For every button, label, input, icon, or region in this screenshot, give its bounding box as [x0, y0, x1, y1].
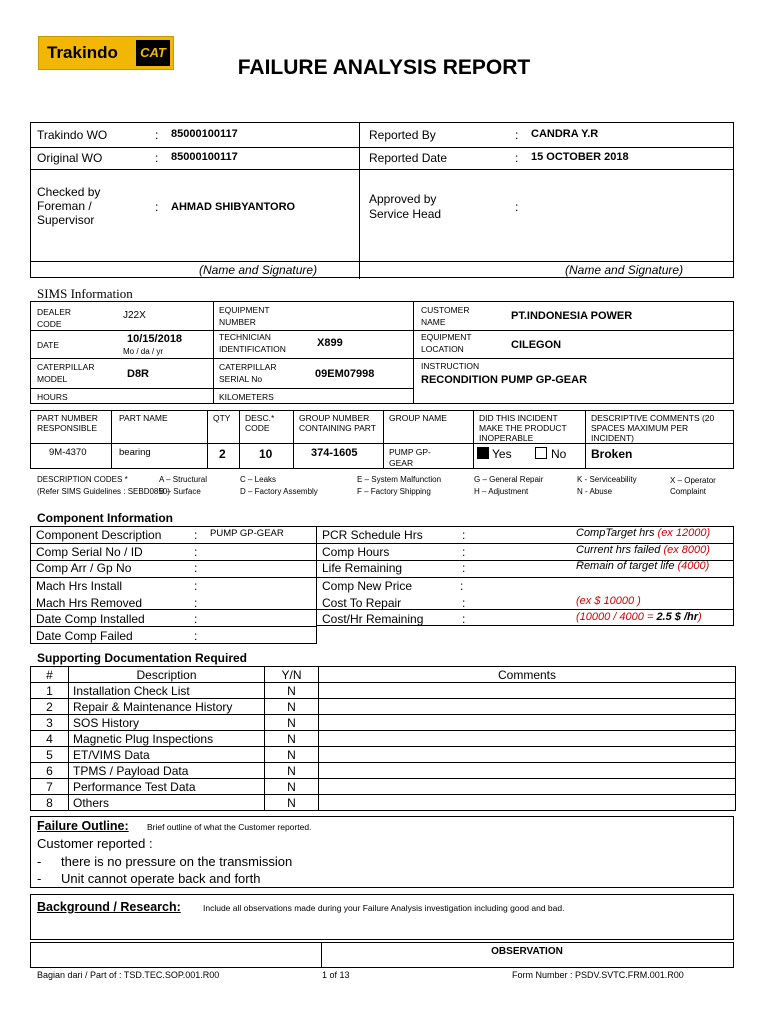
costhr-close: ) [698, 611, 702, 623]
instruction-value[interactable]: RECONDITION PUMP GP-GEAR [421, 374, 588, 386]
code-x: X – Operator Complaint [670, 476, 716, 496]
row-yn[interactable]: N [265, 731, 319, 747]
docs-title: Supporting Documentation Required [37, 651, 247, 665]
row-num: 2 [31, 699, 69, 715]
col-comments: DESCRIPTIVE COMMENTS (20 SPACES MAXIMUM PER INCIDENT) [591, 413, 715, 443]
equipment-location-label: EQUIPMENT LOCATION [421, 332, 472, 354]
kilometers-label: KILOMETERS [219, 392, 274, 402]
sims-title: SIMS Information [37, 286, 133, 301]
row-comments[interactable] [319, 731, 736, 747]
code-h: H – Adjustment [474, 487, 529, 496]
checked-by-value[interactable]: AHMAD SHIBYANTORO [171, 201, 296, 213]
code-d: D – Factory Assembly [240, 487, 318, 496]
row-comments[interactable] [319, 683, 736, 699]
remain-ex: (4000) [677, 560, 710, 572]
docs-col-yn: Y/N [265, 667, 319, 683]
parts-table [30, 410, 734, 469]
background-hint: Include all observations made during your Failure Analysis investigation including good and bad. [203, 903, 565, 913]
col-part-number: PART NUMBER RESPONSIBLE [37, 413, 98, 433]
equipment-location-value[interactable]: CILEGON [511, 339, 562, 351]
colon: : [515, 200, 519, 214]
approved-by-label-2: Service Head [369, 207, 442, 221]
code-e: E – System Malfunction [357, 475, 442, 484]
colon: : [155, 151, 159, 165]
header-section [30, 122, 734, 278]
mach-hrs-removed-label: Mach Hrs Removed [36, 596, 143, 610]
sims-table [30, 301, 734, 404]
table-row [31, 699, 736, 715]
footer-part-of: Bagian dari / Part of : TSD.TEC.SOP.001.R00 [37, 970, 220, 980]
date-installed-label: Date Comp Installed [36, 612, 145, 626]
technician-label: TECHNICIAN IDENTIFICATION [219, 332, 286, 354]
date-format: Mo / da / yr [123, 347, 164, 356]
new-price-label: Comp New Price [322, 579, 413, 593]
current-ex: (ex 8000) [663, 544, 710, 556]
col-qty: QTY [213, 413, 231, 423]
col-desc-code: DESC.* CODE [245, 413, 275, 433]
observation-label: OBSERVATION [491, 946, 563, 957]
date-value[interactable]: 10/15/2018 [127, 333, 183, 345]
row-desc: Magnetic Plug Inspections [69, 731, 265, 747]
date-label: DATE [37, 340, 60, 350]
component-description-label: Component Description [36, 528, 162, 542]
group-name-value[interactable]: PUMP GP-GEAR [389, 447, 431, 468]
desc-code-value[interactable]: 10 [259, 447, 273, 461]
original-wo-value[interactable]: 85000100117 [171, 151, 238, 163]
reported-date-label: Reported Date [369, 151, 448, 165]
model-label: CATERPILLAR MODEL [37, 362, 95, 384]
reported-by-label: Reported By [369, 128, 436, 142]
failure-hint: Brief outline of what the Customer reported. [147, 822, 312, 832]
cost-hr-hint [576, 611, 702, 623]
row-desc: Performance Test Data [69, 779, 265, 795]
col-inoperable: DID THIS INCIDENT MAKE THE PRODUCT INOPERABLE [479, 413, 567, 443]
row-yn[interactable]: N [265, 763, 319, 779]
original-wo-label: Original WO [37, 151, 103, 165]
table-row [31, 683, 736, 699]
observation-header [30, 942, 734, 968]
colon: : [462, 545, 466, 559]
row-yn[interactable]: N [265, 747, 319, 763]
colon: : [194, 528, 198, 542]
codes-refer: (Refer SIMS Guidelines : SEBD0850) [37, 487, 170, 496]
customer-name-label: CUSTOMER NAME [421, 305, 470, 327]
row-num: 3 [31, 715, 69, 731]
group-number-value[interactable]: 374-1605 [311, 447, 358, 459]
checked-by-label-3: Supervisor [37, 213, 95, 227]
row-yn[interactable]: N [265, 683, 319, 699]
col-group-number: GROUP NUMBER CONTAINING PART [299, 413, 376, 433]
footer-form-number: Form Number : PSDV.SVTC.FRM.001.R00 [512, 970, 684, 980]
failure-line-1[interactable]: Customer reported : [37, 836, 153, 851]
cat-logo-mark: CAT [136, 40, 170, 66]
row-desc: SOS History [69, 715, 265, 731]
approved-by-label: Approved by [369, 192, 437, 206]
table-row [31, 763, 736, 779]
name-signature-left: (Name and Signature) [199, 263, 318, 277]
code-k: K - Serviceability [577, 475, 637, 484]
name-signature-right: (Name and Signature) [565, 263, 684, 277]
row-yn[interactable]: N [265, 795, 319, 811]
row-comments[interactable] [319, 779, 736, 795]
dash: - [37, 871, 42, 886]
row-desc: Repair & Maintenance History [69, 699, 265, 715]
colon: : [155, 200, 159, 214]
row-num: 4 [31, 731, 69, 747]
row-desc: ET/VIMS Data [69, 747, 265, 763]
table-row [31, 795, 736, 811]
table-row [31, 779, 736, 795]
component-description-value[interactable]: PUMP GP-GEAR [210, 528, 284, 539]
trakindo-wo-label: Trakindo WO [37, 128, 108, 142]
cost-hr-label: Cost/Hr Remaining [322, 612, 424, 626]
code-a: A – Structural [159, 475, 208, 484]
part-name-value[interactable]: bearing [119, 447, 151, 458]
repair-hint: (ex $ 10000 ) [576, 595, 641, 607]
checked-by-label: Checked by [37, 185, 101, 199]
date-failed-label: Date Comp Failed [36, 629, 133, 643]
failure-line-3[interactable]: Unit cannot operate back and forth [61, 871, 261, 886]
model-value[interactable]: D8R [127, 368, 150, 380]
row-num: 5 [31, 747, 69, 763]
failure-title: Failure Outline: [37, 819, 129, 833]
colon: : [194, 629, 198, 643]
mach-hrs-install-label: Mach Hrs Install [36, 579, 123, 593]
report-title: FAILURE ANALYSIS REPORT [237, 56, 531, 79]
checked-by-label-2: Foreman / [37, 199, 92, 213]
row-num: 7 [31, 779, 69, 795]
code-g: G – General Repair [474, 475, 544, 484]
colon: : [194, 561, 198, 575]
code-f: F – Factory Shipping [357, 487, 431, 496]
comments-value[interactable]: Broken [591, 447, 633, 461]
current-hint [576, 544, 710, 556]
qty-value[interactable]: 2 [219, 447, 226, 461]
costhr-ex: (10000 / 4000 = [576, 611, 654, 623]
docs-col-desc: Description [69, 667, 265, 683]
col-part-name: PART NAME [119, 413, 168, 423]
row-comments[interactable] [319, 747, 736, 763]
code-c: C – Leaks [240, 475, 277, 484]
colon: : [462, 596, 466, 610]
dealer-code-value[interactable]: J22X [123, 310, 146, 321]
dash: - [37, 854, 42, 869]
reported-by-value[interactable]: CANDRA Y.R [531, 128, 599, 140]
docs-col-comments: Comments [319, 667, 736, 683]
table-row [31, 731, 736, 747]
colon: : [460, 579, 464, 593]
row-comments[interactable] [319, 715, 736, 731]
colon: : [155, 128, 159, 142]
no-label: No [551, 447, 567, 461]
target-ex: (ex 12000) [657, 527, 711, 539]
remain-text: Remain of target life [576, 560, 675, 572]
logo-brand: Trakindo [47, 43, 118, 62]
row-desc: Others [69, 795, 265, 811]
comp-arr-label: Comp Arr / Gp No [36, 561, 132, 575]
dealer-code-label: DEALER CODE [37, 307, 72, 329]
background-title: Background / Research: [37, 900, 181, 914]
reported-date-value[interactable]: 15 OCTOBER 2018 [531, 151, 629, 163]
equipment-number-label: EQUIPMENT NUMBER [219, 305, 270, 327]
serial-value[interactable]: 09EM07998 [315, 368, 375, 380]
row-yn[interactable]: N [265, 779, 319, 795]
pcr-label: PCR Schedule Hrs [322, 528, 423, 542]
code-b: B – Surface [159, 487, 201, 496]
background-research [30, 894, 734, 940]
colon: : [515, 151, 519, 165]
codes-label: DESCRIPTION CODES * [37, 475, 128, 484]
serial-label: CATERPILLAR SERIAL No [219, 362, 277, 384]
table-row [31, 747, 736, 763]
component-title: Component Information [37, 511, 173, 525]
table-row [31, 715, 736, 731]
col-group-name: GROUP NAME [389, 413, 447, 423]
target-text: CompTarget hrs [576, 527, 655, 539]
failure-line-2[interactable]: there is no pressure on the transmission [61, 854, 293, 869]
colon: : [194, 612, 198, 626]
colon: : [194, 545, 198, 559]
yes-checkbox[interactable] [477, 447, 489, 459]
comp-serial-label: Comp Serial No / ID [36, 545, 143, 559]
instruction-label: INSTRUCTION [421, 361, 480, 371]
colon: : [515, 128, 519, 142]
component-info [30, 526, 736, 646]
target-hint [576, 527, 710, 539]
life-remaining-label: Life Remaining [322, 561, 403, 575]
row-comments[interactable] [319, 699, 736, 715]
colon: : [462, 612, 466, 626]
no-checkbox[interactable] [535, 447, 547, 459]
hours-label: HOURS [37, 392, 68, 402]
comp-hours-label: Comp Hours [322, 545, 390, 559]
cost-repair-label: Cost To Repair [322, 596, 402, 610]
trakindo-wo-value[interactable]: 85000100117 [171, 128, 238, 140]
docs-col-num: # [31, 667, 69, 683]
row-desc: Installation Check List [69, 683, 265, 699]
colon: : [194, 579, 198, 593]
description-codes [37, 475, 737, 509]
part-number-value[interactable]: 9M-4370 [49, 447, 87, 458]
row-comments[interactable] [319, 763, 736, 779]
row-desc: TPMS / Payload Data [69, 763, 265, 779]
code-n: N - Abuse [577, 487, 613, 496]
colon: : [462, 528, 466, 542]
costhr-value: 2.5 $ /hr [656, 611, 699, 623]
row-num: 6 [31, 763, 69, 779]
colon: : [462, 561, 466, 575]
row-num: 1 [31, 683, 69, 699]
failure-outline [30, 816, 734, 888]
docs-table [30, 666, 736, 811]
customer-name-value[interactable]: PT.INDONESIA POWER [511, 310, 633, 322]
row-comments[interactable] [319, 795, 736, 811]
colon: : [194, 596, 198, 610]
row-num: 8 [31, 795, 69, 811]
technician-value[interactable]: X899 [317, 337, 343, 349]
row-yn[interactable]: N [265, 715, 319, 731]
current-text: Current hrs failed [576, 544, 661, 556]
row-yn[interactable]: N [265, 699, 319, 715]
footer-page: 1 of 13 [322, 970, 350, 980]
remain-hint [576, 560, 709, 572]
yes-label: Yes [492, 447, 512, 461]
